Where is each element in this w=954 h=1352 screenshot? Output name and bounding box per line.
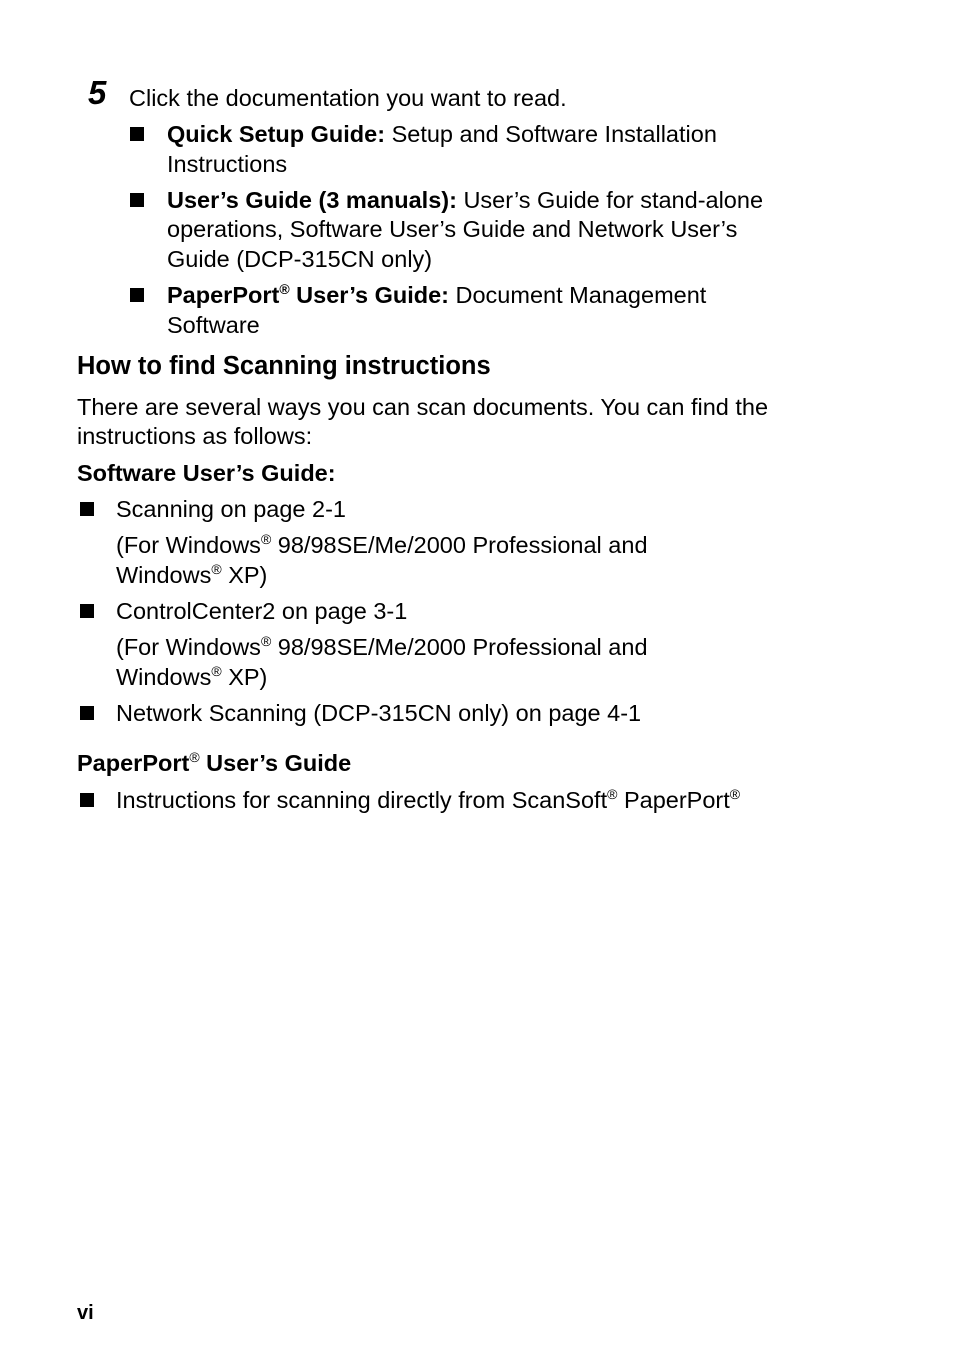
list-item-note xyxy=(116,530,648,560)
item-text: Instructions for scanning directly from ScanSoft xyxy=(116,787,608,813)
doc-item-title: User’s Guide (3 manuals): xyxy=(167,187,457,213)
list-item-note-cont xyxy=(116,560,267,590)
registered-mark: ® xyxy=(189,749,200,765)
section-intro: There are several ways you can scan documents. You can find the xyxy=(77,394,769,420)
registered-mark: ® xyxy=(211,561,222,577)
doc-item-desc: Setup and Software Installation xyxy=(385,121,717,147)
heading-text: User’s Guide xyxy=(199,750,352,776)
list-item-note-cont xyxy=(116,662,267,692)
page-number: vi xyxy=(77,1302,94,1324)
doc-item-title-a: PaperPort xyxy=(167,282,280,308)
bullet-icon xyxy=(130,193,144,207)
registered-mark: ® xyxy=(260,531,272,547)
section-heading: How to find Scanning instructions xyxy=(77,352,491,380)
doc-item-desc-cont: Instructions xyxy=(167,151,288,177)
list-item-title: ControlCenter2 on page 3-1 xyxy=(116,598,408,624)
registered-mark: ® xyxy=(260,633,272,649)
bullet-icon xyxy=(130,288,144,302)
bullet-icon xyxy=(80,706,94,720)
note-text: Windows xyxy=(116,562,212,588)
doc-item-desc: User’s Guide for stand-alone xyxy=(456,187,764,213)
list-item-title xyxy=(116,785,740,815)
step-number: 5 xyxy=(88,74,107,111)
doc-item-desc: Document Management xyxy=(448,282,707,308)
registered-mark: ® xyxy=(607,786,618,802)
registered-mark: ® xyxy=(279,281,290,297)
doc-item-line xyxy=(167,280,706,310)
list-item-title: Network Scanning (DCP-315CN only) on page 4-1 xyxy=(116,700,642,726)
registered-mark: ® xyxy=(729,786,741,802)
doc-item-desc-cont: Software xyxy=(167,312,260,338)
list-item-note xyxy=(116,632,648,662)
bullet-icon xyxy=(130,127,144,141)
note-text: (For Windows xyxy=(116,634,261,660)
note-text: (For Windows xyxy=(116,532,261,558)
note-text: XP) xyxy=(221,562,268,588)
bullet-icon xyxy=(80,604,94,618)
list-item-title: Scanning on page 2-1 xyxy=(116,496,346,522)
registered-mark: ® xyxy=(211,663,222,679)
bullet-icon xyxy=(80,793,94,807)
doc-item-desc-cont: operations, Software User’s Guide and Network User’s xyxy=(167,216,738,242)
note-text: XP) xyxy=(221,664,268,690)
note-text: Windows xyxy=(116,664,212,690)
software-guide-heading: Software User’s Guide: xyxy=(77,460,336,486)
heading-text: PaperPort xyxy=(77,750,190,776)
item-text: PaperPort xyxy=(617,787,730,813)
note-text: 98/98SE/Me/2000 Professional and xyxy=(271,532,648,558)
step-text: Click the documentation you want to read. xyxy=(129,85,567,111)
doc-item-line xyxy=(167,185,763,215)
paperport-guide-heading xyxy=(77,748,351,778)
doc-item-title: Quick Setup Guide: xyxy=(167,121,386,147)
bullet-icon xyxy=(80,502,94,516)
doc-item-title xyxy=(167,282,449,308)
doc-item-line xyxy=(167,119,717,149)
doc-item-desc-cont: Guide (DCP-315CN only) xyxy=(167,246,433,272)
doc-item-title-b: User’s Guide: xyxy=(289,282,449,308)
note-text: 98/98SE/Me/2000 Professional and xyxy=(271,634,648,660)
section-intro-cont: instructions as follows: xyxy=(77,423,313,449)
